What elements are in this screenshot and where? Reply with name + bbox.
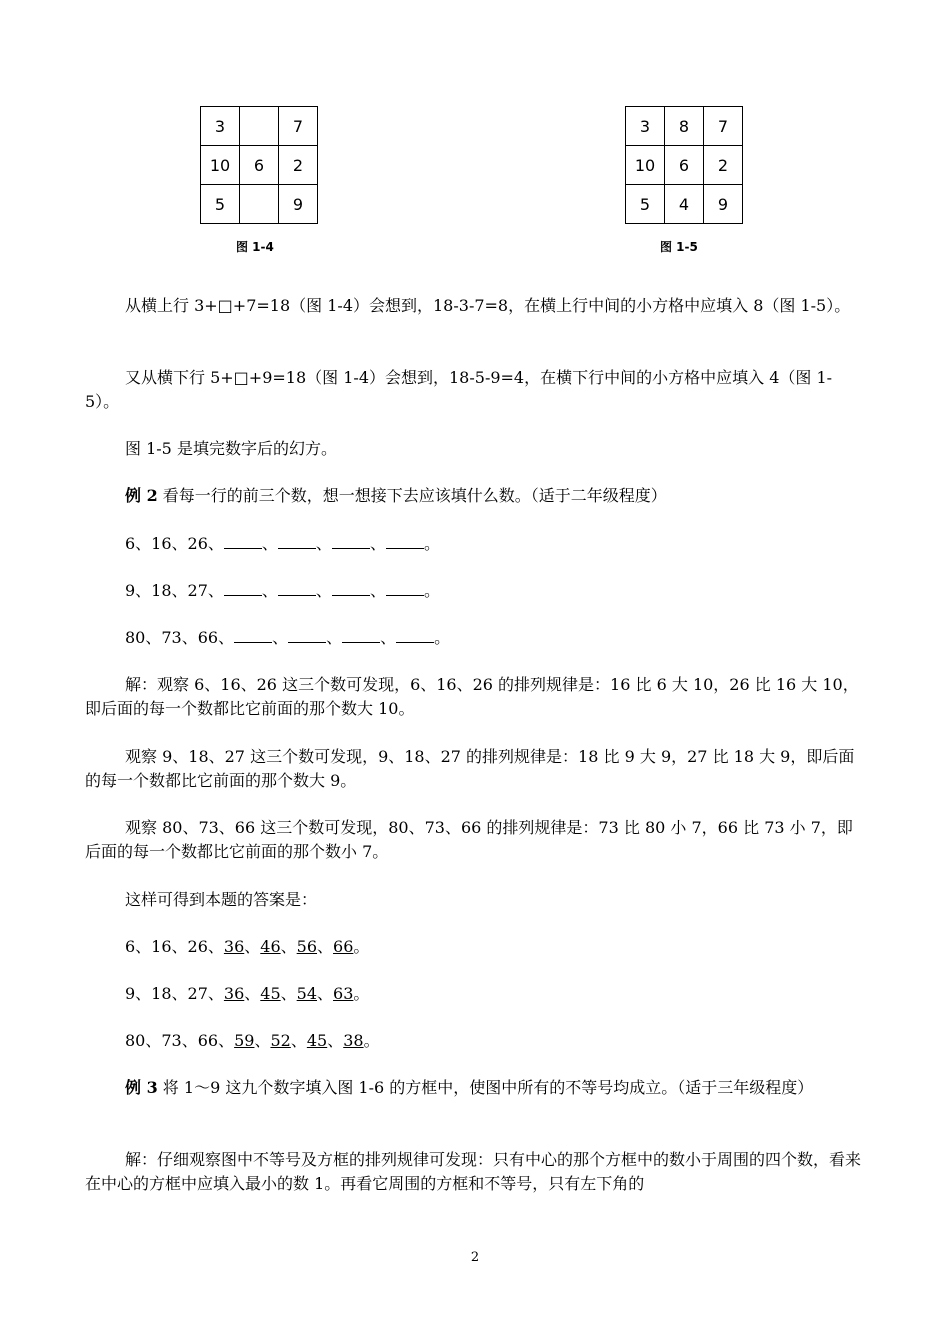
paragraph: 解：观察 6、16、26 这三个数可发现，6、16、26 的排列规律是：16 比 6 大 10，26 比 16 大 10，即后面的每一个数都比它前面的那个数大 10。 (85, 675, 859, 718)
separator: 、 (244, 937, 261, 956)
page-number: 2 (470, 1250, 480, 1265)
paragraph: 图 1-5 是填完数字后的幻方。 (125, 439, 337, 458)
answer-value: 59 (234, 1031, 255, 1050)
grid-cell: 7 (704, 107, 743, 146)
sequence-blank-3 (85, 626, 865, 650)
grid-cell: 4 (665, 185, 704, 224)
grid-cell (240, 107, 279, 146)
answer-value: 46 (260, 937, 281, 956)
grid-cell: 9 (704, 185, 743, 224)
paragraph: 观察 9、18、27 这三个数可发现，9、18、27 的排列规律是：18 比 9 大 9，27 比 18 大 9，即后面的每一个数都比它前面的那个数大 9。 (85, 747, 855, 790)
grid-cell: 5 (201, 185, 240, 224)
answer-value: 36 (223, 937, 245, 956)
answer-value: 66 (333, 937, 354, 956)
period: 。 (353, 984, 370, 1003)
period: 。 (353, 937, 370, 956)
answer-value: 63 (333, 984, 354, 1003)
grid-cell: 6 (240, 146, 279, 185)
example-2-heading (85, 484, 865, 508)
figure-caption: 图 1-4 (236, 240, 274, 254)
magic-square-fig-1-5 (625, 106, 743, 224)
separator: 、 (369, 534, 386, 553)
blank (342, 628, 380, 643)
magic-square-fig-1-4 (200, 106, 318, 224)
answer-value: 52 (270, 1031, 291, 1050)
grid-cell: 3 (626, 107, 665, 146)
blank (332, 581, 370, 596)
figure-caption: 图 1-5 (660, 240, 698, 254)
separator: 、 (317, 937, 334, 956)
separator: 、 (315, 581, 332, 600)
separator: 、 (261, 581, 278, 600)
blank (288, 628, 326, 643)
answer-value: 45 (306, 1031, 328, 1050)
period: 。 (363, 1031, 380, 1050)
separator: 、 (327, 1031, 344, 1050)
grid-cell: 8 (665, 107, 704, 146)
example-3-heading (85, 1076, 865, 1100)
separator: 、 (261, 534, 278, 553)
grid-cell: 2 (279, 146, 318, 185)
grid-cell: 2 (704, 146, 743, 185)
sequence-prefix: 9、18、27、 (125, 581, 224, 600)
blank (386, 534, 424, 549)
grid-cell: 3 (201, 107, 240, 146)
answer-row-2 (85, 982, 865, 1006)
separator: 、 (315, 534, 332, 553)
separator: 、 (290, 1031, 307, 1050)
separator: 、 (280, 937, 297, 956)
grid-cell: 10 (201, 146, 240, 185)
sequence-blank-2 (85, 579, 865, 603)
grid-cell: 10 (626, 146, 665, 185)
paragraph: 从横上行 3+□+7=18（图 1-4）会想到，18-3-7=8，在横上行中间的小方格中应填入 8（图 1-5）。 (125, 296, 851, 315)
period: 。 (434, 628, 451, 647)
grid-cell: 6 (665, 146, 704, 185)
paragraph: 解：仔细观察图中不等号及方框的排列规律可发现：只有中心的那个方框中的数小于周围的四个数，看来在中心的方框中应填入最小的数 1。再看它周围的方框和不等号，只有左下角的 (85, 1150, 862, 1193)
answer-value: 36 (223, 984, 245, 1003)
period: 。 (423, 534, 440, 553)
paragraph: 又从横下行 5+□+9=18（图 1-4）会想到，18-5-9=4，在横下行中间的小方格中应填入 4（图 1-5）。 (85, 368, 833, 411)
answer-value: 56 (296, 937, 318, 956)
blank (332, 534, 370, 549)
answer-value: 45 (260, 984, 281, 1003)
answer-row-1 (85, 935, 865, 959)
blank (234, 628, 272, 643)
sequence-prefix: 6、16、26、 (125, 534, 224, 553)
separator: 、 (272, 628, 289, 647)
blank (224, 534, 262, 549)
sequence-prefix: 6、16、26、 (125, 937, 224, 956)
blank (386, 581, 424, 596)
grid-cell: 9 (279, 185, 318, 224)
answer-value: 38 (343, 1031, 364, 1050)
blank (278, 581, 316, 596)
example-text: 将 1～9 这九个数字填入图 1-6 的方框中，使图中所有的不等号均成立。（适于三年级程度） (157, 1078, 814, 1097)
blank (396, 628, 434, 643)
separator: 、 (244, 984, 261, 1003)
sequence-prefix: 80、73、66、 (125, 628, 235, 647)
grid-cell: 5 (626, 185, 665, 224)
example-label: 例 2 (125, 486, 158, 505)
paragraph: 观察 80、73、66 这三个数可发现，80、73、66 的排列规律是：73 比 80 小 7，66 比 73 小 7，即后面的每一个数都比它前面的那个数小 7。 (85, 818, 853, 861)
paragraph: 这样可得到本题的答案是： (125, 890, 318, 909)
separator: 、 (254, 1031, 271, 1050)
grid-cell (240, 185, 279, 224)
blank (278, 534, 316, 549)
separator: 、 (317, 984, 334, 1003)
sequence-prefix: 80、73、66、 (125, 1031, 235, 1050)
blank (224, 581, 262, 596)
sequence-blank-1 (85, 532, 865, 556)
answer-row-3 (85, 1029, 865, 1053)
separator: 、 (326, 628, 343, 647)
example-text: 看每一行的前三个数，想一想接下去应该填什么数。（适于二年级程度） (157, 486, 667, 505)
period: 。 (423, 581, 440, 600)
separator: 、 (369, 581, 386, 600)
answer-value: 54 (296, 984, 318, 1003)
grid-cell: 7 (279, 107, 318, 146)
sequence-prefix: 9、18、27、 (125, 984, 224, 1003)
separator: 、 (380, 628, 397, 647)
separator: 、 (280, 984, 297, 1003)
example-label: 例 3 (125, 1078, 158, 1097)
